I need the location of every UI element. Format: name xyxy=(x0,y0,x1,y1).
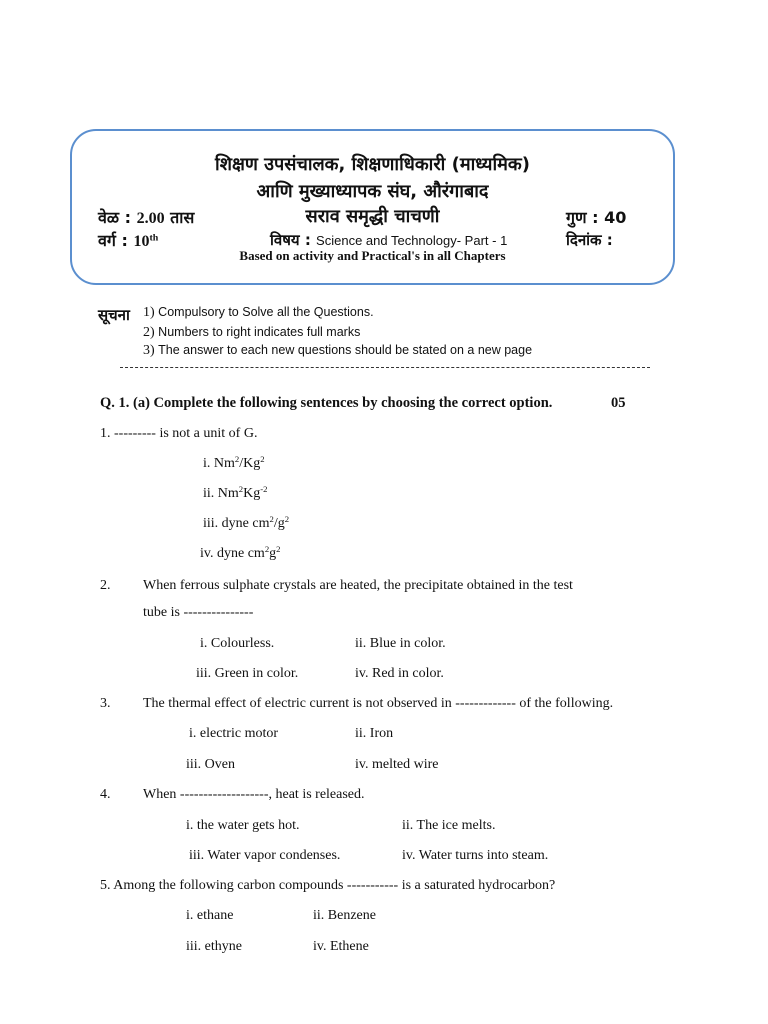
question-5-option: iii. ethyne xyxy=(186,939,242,954)
time-value: 2.00 xyxy=(136,210,165,227)
subject-value: Science and Technology- Part - 1 xyxy=(316,233,508,248)
question-3-option: iii. Oven xyxy=(186,757,235,772)
question-4-option: iii. Water vapor condenses. xyxy=(189,848,341,863)
question-4-option: ii. The ice melts. xyxy=(402,818,496,833)
instruction-text: Numbers to right indicates full marks xyxy=(158,325,361,339)
question-2-option: iv. Red in color. xyxy=(355,666,444,681)
question-1-option: ii. $Nm^2Kg^{-2}$ xyxy=(203,484,268,501)
header-subtitle: Based on activity and Practical's in all Chapters xyxy=(239,248,506,263)
question-3-number: 3. xyxy=(100,696,111,711)
exam-title: सराव समृद्धी चाचणी xyxy=(305,206,440,227)
time-label: वेळ : xyxy=(98,208,137,227)
subject-label: विषय : xyxy=(270,231,317,249)
question-4-stem: When -------------------, heat is released. xyxy=(143,787,365,802)
instruction-text: Compulsory to Solve all the Questions. xyxy=(158,305,374,319)
question-2-stem-cont: tube is --------------- xyxy=(143,605,254,620)
section-title: Q. 1. (a) Complete the following sentences by choosing the correct option. xyxy=(100,395,553,411)
question-2-stem: When ferrous sulphate crystals are heated, the precipitate obtained in the test xyxy=(143,578,573,593)
instruction-item xyxy=(143,343,532,359)
header-line-1: शिक्षण उपसंचालक, शिक्षणाधिकारी (माध्यमिक) xyxy=(215,154,530,175)
instruction-item xyxy=(143,325,360,341)
separator-line xyxy=(120,367,650,368)
question-5-option: ii. Benzene xyxy=(313,908,376,923)
question-5-option: i. ethane xyxy=(186,908,234,923)
instruction-num: 2) xyxy=(143,325,155,340)
question-5-option: iv. Ethene xyxy=(313,939,369,954)
instruction-text: The answer to each new questions should be stated on a new page xyxy=(158,343,533,357)
instruction-num: 1) xyxy=(143,305,155,320)
date-label: दिनांक : xyxy=(566,231,613,249)
instruction-num: 3) xyxy=(143,343,155,358)
question-2-number: 2. xyxy=(100,578,111,593)
question-4-option: i. the water gets hot. xyxy=(186,818,300,833)
question-3-option: ii. Iron xyxy=(355,726,394,741)
class-sup: th xyxy=(149,232,159,244)
subject-field xyxy=(270,230,507,250)
marks-total: गुण : 40 xyxy=(566,208,627,227)
section-marks: 05 xyxy=(611,395,626,411)
instruction-item xyxy=(143,305,374,321)
question-1-option: i. Nm$^2$/Kg$^2$ xyxy=(203,454,265,471)
class-value: 10 xyxy=(133,233,150,250)
question-4-number: 4. xyxy=(100,787,111,802)
class-label: वर्ग : xyxy=(98,231,134,250)
question-2-option: i. Colourless. xyxy=(200,636,275,651)
question-2-option: ii. Blue in color. xyxy=(355,636,446,651)
question-2-option: iii. Green in color. xyxy=(196,666,299,681)
question-1-stem: 1. --------- is not a unit of G. xyxy=(100,426,258,441)
header-line-2: आणि मुख्याध्यापक संघ, औरंगाबाद xyxy=(256,181,489,202)
question-3-option: i. electric motor xyxy=(189,726,279,741)
question-3-stem: The thermal effect of electric current is not observed in ------------- of the following. xyxy=(143,696,614,711)
time-unit: तास xyxy=(164,208,195,227)
instructions-label: सूचना xyxy=(98,306,130,324)
question-3-option: iv. melted wire xyxy=(355,757,439,772)
question-1-option: iv. dyne $cm^2g^2$ xyxy=(200,544,281,561)
question-1-option: iii. dyne $cm^2/g^2$ xyxy=(203,514,290,531)
question-5-stem: 5. Among the following carbon compounds ----------- is a saturated hydrocarbon? xyxy=(100,878,556,893)
question-4-option: iv. Water turns into steam. xyxy=(402,848,549,863)
